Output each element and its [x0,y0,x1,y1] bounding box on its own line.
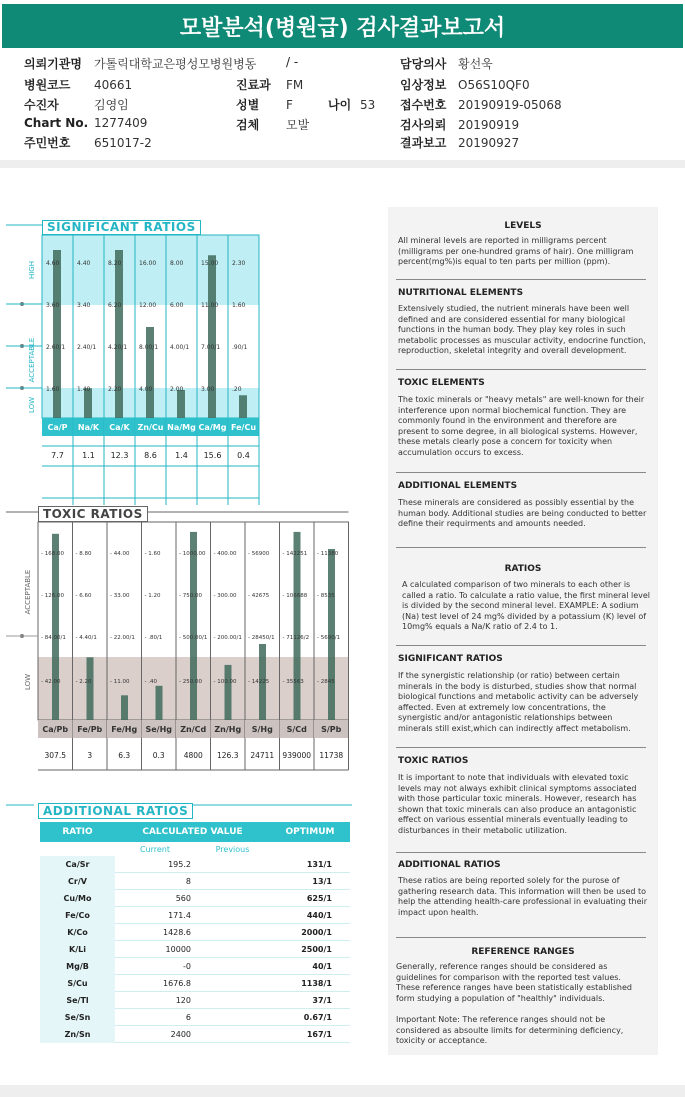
ratio-bar [294,532,301,720]
tick-label: 4.60 [46,260,60,267]
tick-label: - 1.20 [144,593,161,599]
ratio-value: 1.4 [175,451,188,460]
tick-label: - 14225 [248,679,270,685]
subheader-previous: Previous [215,844,250,854]
ratio-value: 7.7 [51,451,64,460]
table-row [40,890,350,907]
toxic-ratios-text: It is important to note that individuals with elevated toxic levels may not always exhibit clinical symptoms associated with those particular toxic minerals. However, research has shown that toxic minerals can also produce an antagonistic effect on various essential minerals eventually leading to disturbances in their metabolic utilization. [398,773,637,835]
ratio-name: Ca/P [47,423,68,432]
req-org-label: 의뢰기관명 [24,57,82,71]
table-row [40,941,350,958]
ratio-bar [156,686,163,720]
toxic-elements-text: The toxic minerals or "heavy metals" are well-known for their interference upon normal biochemical function. They are commonly found in the environment and therefore are present to some degree, in all biological systems. However, these metals clearly pose a concern for toxicity when accumulation occurs to excess. [398,395,645,457]
ratio-name: Ca/Mg [198,423,227,432]
age-row [328,96,375,113]
tick-label: - 400.00 [213,551,237,557]
ratio-name: Se/Hg [145,725,173,734]
tick-label: 8.00 [170,260,184,267]
ratio-value: 6.3 [118,751,131,760]
tick-label: - 22.00/1 [110,635,135,641]
request-value: 20190919 [458,118,520,132]
tick-label: 4.00 [139,386,153,393]
report-row [400,134,519,151]
tick-label: .90/1 [232,344,248,351]
table-row [40,1026,350,1043]
current-cell: 10000 [165,944,191,954]
optimum-cell: 2500/1 [301,944,332,954]
ratio-cell: Se/Sn [40,1009,115,1026]
optimum-cell: 40/1 [312,961,332,971]
optimum-cell: 0.67/1 [303,1012,332,1022]
dept-row [236,76,303,93]
age-label: 나이 [328,98,352,112]
ratio-value: 0.4 [237,451,250,460]
significant-ratios-chart [0,215,360,505]
tick-label: - 44.00 [110,551,130,557]
ratio-cell: S/Cu [40,975,115,992]
ratio-bar [177,390,185,418]
additional-elements-heading: ADDITIONAL ELEMENTS [398,481,518,491]
nutritional-text: Extensively studied, the nutrient minerals have been well defined and are considered essential for many biological functions in the human body. They play key roles in such metabolic processes as muscular activity, endocrine function, reproduction, skeletal integrity and overall development. [398,304,646,355]
tick-label: - 2.20 [75,679,92,685]
clin-info-row [400,76,530,93]
toxic-ratios-heading: TOXIC RATIOS [398,756,469,766]
zone-label: ACCEPTABLE [28,337,36,383]
tick-label: 16.00 [139,260,157,267]
zone-label: ACCEPTABLE [24,569,32,615]
current-cell: 171.4 [168,910,191,920]
tick-label: 2.00 [170,386,184,393]
tick-label: - 11.00 [110,679,130,685]
tick-label: 2.60/1 [46,344,66,351]
tick-label: - 106688 [282,593,308,599]
table-row [40,907,350,924]
req-org-row [24,55,256,72]
ratio-value: 12.3 [110,451,129,460]
additional-ratios-heading: ADDITIONAL RATIOS [398,860,501,870]
ratio-cell: Zn/Sn [40,1026,115,1043]
bottom-band [0,1085,685,1097]
id-row [24,134,152,151]
tick-label: - 6.60 [75,593,92,599]
ratio-bar [52,534,59,720]
tick-label: 12.00 [139,302,157,309]
specimen-label: 검체 [236,118,260,132]
ratio-value: 8.6 [144,451,157,460]
tick-label: 11.00 [201,302,219,309]
ratio-bar [239,395,247,418]
sex-row [236,96,293,113]
toxic-ratios-chart [0,502,360,777]
reference-ranges-text: Generally, reference ranges should be considered as guidelines for comparison with the reported test values. These reference ranges have been statistically established form studying a population of "healthly" individuals. [396,962,632,1003]
nutritional-heading: NUTRITIONAL ELEMENTS [398,288,524,298]
doctor-label: 담당의사 [400,57,447,71]
ratio-bar [121,695,128,720]
id-label: 주민번호 [24,136,71,150]
ratio-cell: Cu/Mo [40,890,115,907]
clin-info-label: 임상정보 [400,78,447,92]
optimum-cell: 1138/1 [301,978,332,988]
separator [396,645,646,646]
ratio-value: 126.3 [217,751,239,760]
optimum-cell: 2000/1 [301,927,332,937]
ratio-name: Zn/Hg [214,725,242,734]
significant-ratios-heading: SIGNIFICANT RATIOS [398,654,503,664]
table-row [40,1009,350,1026]
ratio-value: 11738 [319,751,344,760]
hosp-code-row [24,76,132,93]
ratio-name: Ca/Pb [42,725,69,734]
tick-label: 6.20 [108,302,122,309]
ratio-name: Fe/Cu [230,423,257,432]
chart-label: Chart No. [24,116,89,130]
hosp-code-label: 병원코드 [24,78,71,92]
tick-label: 3.00 [201,386,215,393]
header-calculated: CALCULATED VALUE [142,827,243,837]
ratio-cell: Cr/V [40,873,115,890]
ratio-bar [146,327,154,418]
separator [396,937,646,938]
current-cell: 1428.6 [163,927,191,937]
table-row [40,856,350,873]
tick-label: - 168.00 [41,551,64,557]
ratio-value: 24711 [250,751,275,760]
tick-label: - 100.00 [213,679,237,685]
tick-label: - 8535 [317,593,335,599]
separator [396,852,646,853]
subheader-current: Current [139,844,171,854]
tick-label: 2.30 [232,260,246,267]
separator [396,472,646,473]
significant-ratios-title: SIGNIFICANT RATIOS [42,220,201,235]
current-cell: 2400 [170,1029,191,1039]
optimum-cell: 131/1 [306,859,332,869]
tick-label: 3.40 [77,302,91,309]
doctor-row [400,55,493,72]
additional-ratios-table [40,822,350,1043]
ratio-value: 15.6 [203,451,222,460]
zone-label: HIGH [28,260,36,280]
dept-value: FM [286,78,304,92]
tick-label: - 1.60 [144,551,161,557]
receipt-label: 접수번호 [400,98,447,112]
additional-ratios-title: ADDITIONAL RATIOS [38,803,193,819]
separator [396,547,646,548]
tick-label: - 126.00 [41,593,64,599]
significant-ratios-text: If the synergistic relationship (or ratio) between certain minerals in the body is disturbed, studies show that normal biological functions and metabolic activity can be adversely affected. Even at extremely low concentrations, the synergistic and/or antagonistic relationships between minerals still exist,which can indirectly affect metabolism. [398,671,639,733]
tick-label: - 33.00 [110,593,130,599]
table-row [40,958,350,975]
age-value: 53 [360,98,376,112]
table-row [40,873,350,890]
ratio-cell: Se/Tl [40,992,115,1009]
tick-label: - 42.00 [41,679,61,685]
clin-info-value: O56S10QF0 [458,78,530,92]
table-subheader [40,842,350,856]
receipt-value: 20190919-05068 [458,98,562,112]
table-row [40,975,350,992]
zone-label: LOW [28,396,36,414]
tick-label: - 8.80 [75,551,92,557]
tick-label: 6.00 [170,302,184,309]
ratio-cell: Mg/B [40,958,115,975]
toxic-ratios-title: TOXIC RATIOS [38,506,148,522]
tick-label: 1.60 [46,386,60,393]
tick-label: - 71126/2 [282,635,310,641]
sex-label: 성별 [236,98,260,112]
tick-label: 7.00/1 [201,344,221,351]
tick-label: - 500.00/1 [179,635,208,641]
tick-label: - 35563 [282,679,304,685]
ratio-cell: Fe/Co [40,907,115,924]
tick-label: - 84.00/1 [41,635,66,641]
ratio-name: S/Cd [286,725,307,734]
optimum-cell: 625/1 [306,893,332,903]
ratio-name: S/Pb [321,725,342,734]
tick-label: 2.20 [108,386,122,393]
patient-label: 수진자 [24,98,59,112]
divider-band [0,160,685,168]
tick-label: 8.20 [108,260,122,267]
additional-ratios-text: These ratios are being reported solely for the purose of gathering research data. This information will then be used to help the attending health-care professional in evaluating their impact upon health. [398,876,648,917]
tick-label: - 250.00 [179,679,202,685]
ratio-value: 0.3 [152,751,165,760]
optimum-cell: 440/1 [306,910,332,920]
tick-label: - .80/1 [144,635,163,641]
current-cell: 8 [185,876,191,886]
ratio-name: Ca/K [109,423,130,432]
tick-label: - 1000.00 [179,551,206,557]
additional-elements-text: These minerals are considered as possibly essential by the human body. Additional studies are being conducted to better define their requirments and amounts needed. [398,498,647,528]
table-body [40,856,350,1043]
zone-label: LOW [24,673,32,691]
current-cell: 6 [185,1012,191,1022]
tick-label: - 28450/1 [248,635,275,641]
receipt-row [400,96,562,113]
tick-label: - 11380 [317,551,339,557]
chart-row [24,116,147,130]
explanation-panel [388,207,658,1055]
tick-label: 4.00/1 [170,344,190,351]
ratio-value: 307.5 [44,751,66,760]
ratio-name: Zn/Cd [180,725,207,734]
ratio-name: Fe/Pb [77,725,103,734]
report-title: 모발분석(병원급) 검사결과보고서 [2,4,683,48]
tick-label: 8.00/1 [139,344,159,351]
report-label: 결과보고 [400,136,447,150]
request-row [400,116,519,133]
req-slash: / - [286,55,299,69]
tick-label: 2.40/1 [77,344,97,351]
optimum-cell: 13/1 [312,876,332,886]
id-value: 651017-2 [94,136,152,150]
ratio-cell: Ca/Sr [40,856,115,873]
ratio-name: Na/K [77,423,100,432]
separator [396,747,646,748]
ratio-name: Na/Mg [167,423,196,432]
current-cell: -0 [183,961,191,971]
report-value: 20190927 [458,136,520,150]
tick-label: - 4.40/1 [75,635,97,641]
ratio-cell: K/Co [40,924,115,941]
tick-label: .20 [232,386,242,393]
chart-value: 1277409 [94,116,148,130]
tick-label: - 200.00/1 [213,635,242,641]
ratio-name: S/Hg [251,725,273,734]
current-cell: 560 [175,893,191,903]
tick-label: - 56900 [248,551,270,557]
important-note-text: Important Note: The reference ranges should not be considered as absoulte limits for determining deficiency, toxicity or acceptance. [396,1015,624,1045]
ratio-bar [87,657,94,720]
doctor-value: 황선욱 [458,57,493,71]
ratios-text: A calculated comparison of two minerals to each other is called a ratio. To calculate a ratio value, the first mineral level is divided by the second mineral level. EXAMPLE: A sodium (Na) test level of 24 mg% divided by a potassium (K) level of 10mg% equals a Na/K ratio of 2.4 to 1. [402,580,651,631]
tick-label: 15.00 [201,260,219,267]
table-row [40,992,350,1009]
current-cell: 195.2 [168,859,191,869]
patient-row [24,96,129,113]
tick-label: - 300.00 [213,593,237,599]
optimum-cell: 167/1 [306,1029,332,1039]
ratio-bar [208,255,216,418]
ratio-value: 1.1 [82,451,95,460]
ratio-value: 3 [87,751,93,760]
levels-text: All mineral levels are reported in milligrams percent (milligrams per one-hundred grams of hair). One milligram percent(mg%)is equal to ten parts per million (ppm). [398,236,634,266]
tick-label: 4.40 [77,260,91,267]
request-label: 검사의뢰 [400,118,447,132]
ratios-heading: RATIOS [504,564,542,574]
tick-label: - .40 [144,679,157,685]
ratio-value: 4800 [183,751,203,760]
tick-label: 4.20/1 [108,344,128,351]
header-ratio: RATIO [62,827,93,837]
separator [396,369,646,370]
levels-heading: LEVELS [504,221,542,231]
dept-label: 진료과 [236,78,271,92]
header-optimum: OPTIMUM [285,827,335,837]
ratio-value: 939000 [282,751,312,760]
toxic-elements-heading: TOXIC ELEMENTS [398,378,485,388]
specimen-row [236,116,309,133]
ratio-name: Zn/Cu [137,423,164,432]
optimum-cell: 37/1 [312,995,332,1005]
current-cell: 120 [175,995,191,1005]
reference-ranges-heading: REFERENCE RANGES [471,947,575,957]
req-org-value: 가톨릭대학교은평성모병원병동 [94,57,257,71]
table-header [40,822,350,842]
ratio-name: Fe/Hg [111,725,138,734]
patient-value: 김영임 [94,98,129,112]
tick-label: - 5690/1 [317,635,341,641]
sex-value: F [286,98,293,112]
high-zone [42,235,259,305]
tick-label: - 142251 [282,551,308,557]
tick-label: - 750.00 [179,593,202,599]
hosp-code-value: 40661 [94,78,133,92]
tick-label: - 42675 [248,593,270,599]
tick-label: 1.40 [77,386,91,393]
specimen-value: 모발 [286,118,310,132]
ratio-bar [190,532,197,720]
ratio-bar [225,665,232,720]
ratio-cell: K/Li [40,941,115,958]
tick-label: - 2845 [317,679,335,685]
table-row [40,924,350,941]
current-cell: 1676.8 [163,978,191,988]
tick-label: 3.60 [46,302,60,309]
tick-label: 1.60 [232,302,246,309]
separator [396,279,646,280]
